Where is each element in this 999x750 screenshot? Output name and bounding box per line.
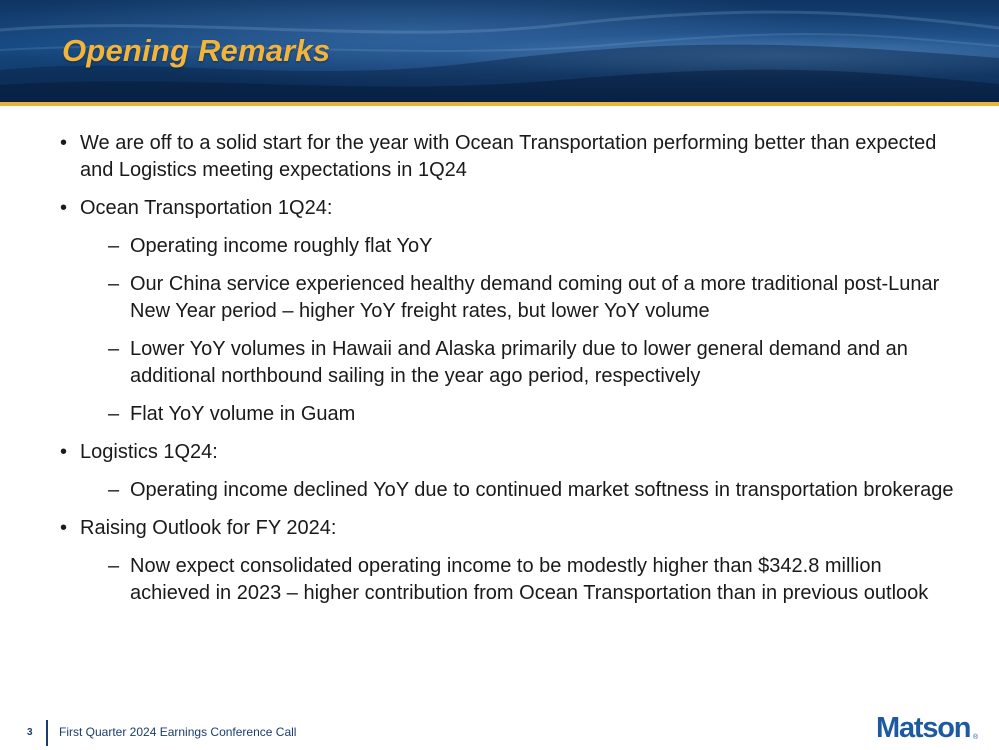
sub-bullet-text: Flat YoY volume in Guam — [130, 403, 356, 425]
page-number: 3 — [27, 727, 33, 738]
sub-bullet-text: Operating income declined YoY due to continued market softness in transportation brokerage — [130, 479, 954, 501]
sub-bullet-item: – Now expect consolidated operating income to be modestly higher than $342.8 million achieved in 2023 – higher contribution from Ocean Transportation than in previous outlook — [108, 555, 929, 604]
slide-body — [60, 130, 960, 618]
bullet-item: • Logistics 1Q24: — [60, 439, 960, 466]
header-banner — [0, 0, 999, 102]
bullet-item: • Ocean Transportation 1Q24: — [60, 195, 960, 222]
sub-bullet-item: – Operating income declined YoY due to continued market softness in transportation brokerage — [108, 479, 954, 501]
registered-mark: ® — [973, 734, 979, 741]
bullet-item: • We are off to a solid start for the year with Ocean Transportation performing better than expected and Logistics meeting expectations in 1Q24 — [60, 130, 960, 184]
sub-bullet-text: Lower YoY volumes in Hawaii and Alaska primarily due to lower general demand and an additional northbound sailing in the year ago period, respectively — [130, 338, 908, 387]
sub-bullet-text: Our China service experienced healthy demand coming out of a more traditional post-Lunar New Year period – higher YoY freight rates, but lower YoY volume — [130, 273, 940, 322]
matson-logo: Matson — [876, 712, 971, 744]
sub-bullet-item: – Operating income roughly flat YoY — [108, 235, 433, 257]
sub-bullet-item: – Flat YoY volume in Guam — [108, 403, 356, 425]
sub-bullet-text: Now expect consolidated operating income to be modestly higher than $342.8 million achieved in 2023 – higher contribution from Ocean Transportation than in previous outlook — [130, 555, 929, 604]
header-divider — [0, 102, 999, 106]
bullet-list — [60, 130, 960, 607]
bullet-item: • Raising Outlook for FY 2024: — [60, 515, 960, 542]
footer-caption: First Quarter 2024 Earnings Conference Call — [59, 725, 297, 739]
page-title: Opening Remarks — [62, 33, 331, 68]
footer-divider — [46, 720, 48, 746]
sub-bullet-item: – Lower YoY volumes in Hawaii and Alaska primarily due to lower general demand and an additional northbound sailing in the year ago period, respectively — [108, 338, 908, 387]
sub-bullet-text: Operating income roughly flat YoY — [130, 235, 433, 257]
sub-bullet-item: – Our China service experienced healthy demand coming out of a more traditional post-Lunar New Year period – higher YoY freight rates, but lower YoY volume — [108, 273, 940, 322]
